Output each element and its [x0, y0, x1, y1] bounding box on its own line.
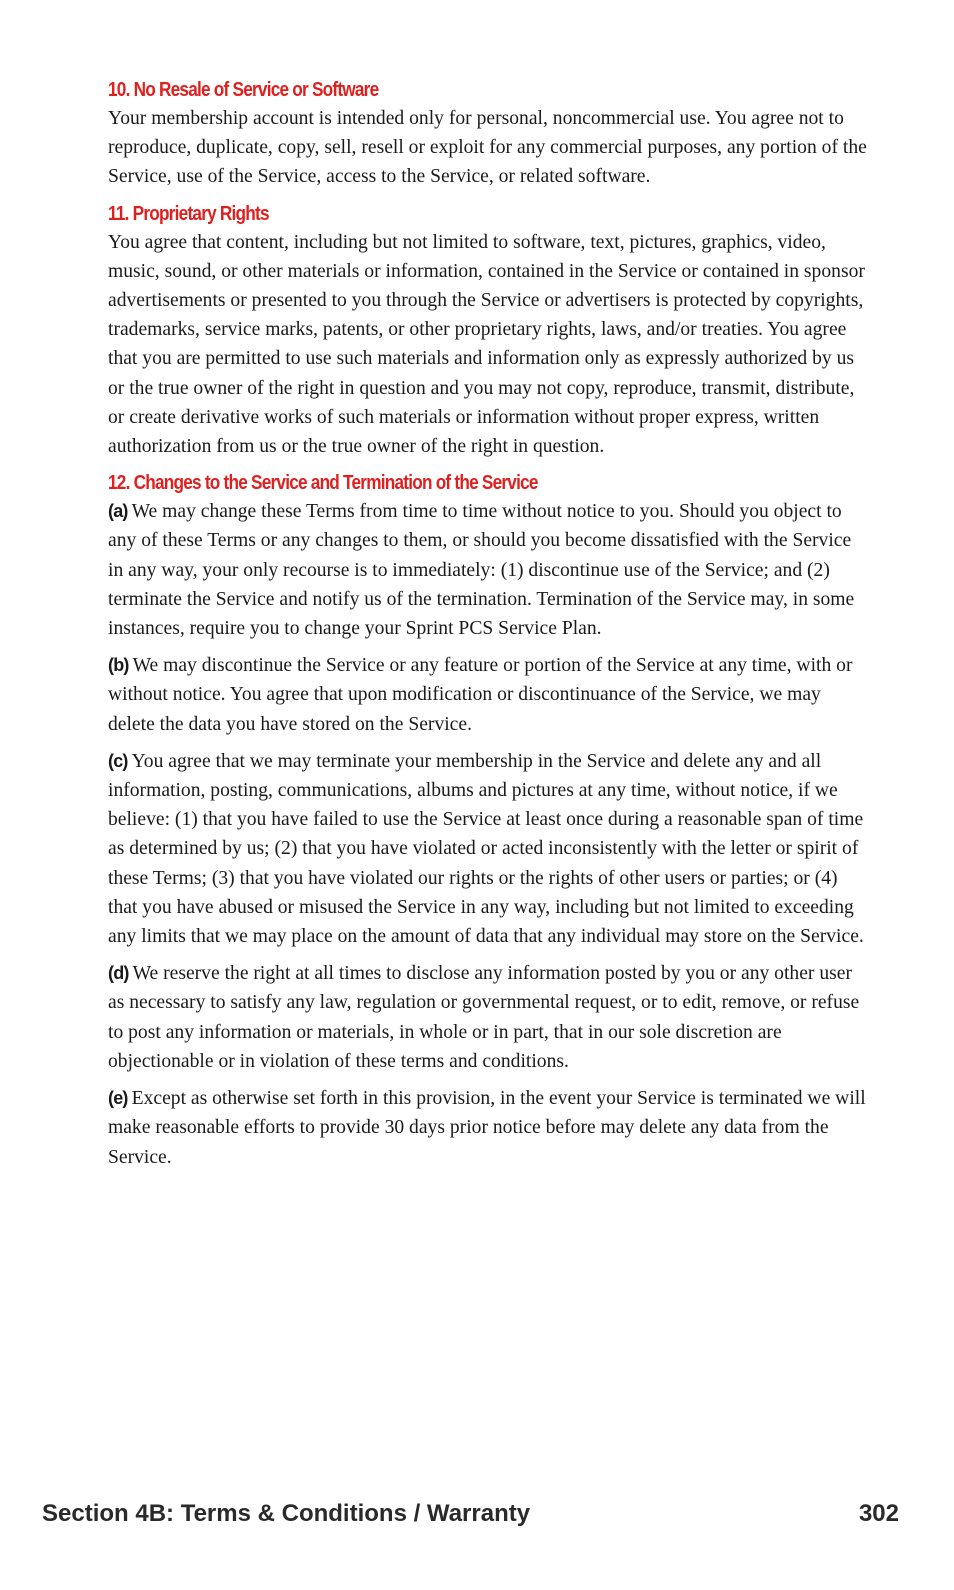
section-heading: 11. Proprietary Rights — [108, 202, 269, 225]
clause-b — [108, 651, 868, 739]
clause-d — [108, 959, 868, 1076]
section-changes-termination — [108, 469, 868, 1171]
section-proprietary-rights — [108, 200, 868, 462]
page-number: 302 — [858, 1500, 899, 1527]
section-heading: 10. No Resale of Service or Software — [108, 79, 379, 101]
clause-text: We may change these Terms from time to time without notice to you. Should you object to any of these Terms or any changes to them, or should you become dissatisfied with the Service in any way, your only recourse is to immediately: (1) discontinue use of the Service; and (2) terminate the Service and notify us of the termination. Termination of the Service may, in some instances, require you to change your Sprint PCS Service Plan. — [108, 501, 855, 640]
clause-text: Except as otherwise set forth in this provision, in the event your Service is terminated we will make reasonable efforts to provide 30 days prior notice before may delete any data from the Service. — [108, 1088, 866, 1168]
page-footer — [42, 1500, 899, 1528]
section-paragraph: You agree that content, including but not limited to software, text, pictures, graphics, video, music, sound, or other materials or information, contained in the Service or contained in sponsor advertisements or presented to you through the Service or advertisers is protected by copyrights, trademarks, service marks, patents, or other proprietary rights, laws, and/or treaties. You agree that you are permitted to use such materials and information only as expressly authorized by us or the true owner of the right in question and you may not copy, reproduce, transmit, distribute, or create derivative works of such materials or information without proper express, written authorization from us or the true owner of the right in question. — [108, 231, 865, 458]
section-paragraph: Your membership account is intended only for personal, noncommercial use. You agree not to reproduce, duplicate, copy, sell, resell or exploit for any commercial purposes, any portion of the Service, use of the Service, access to the Service, or related software. — [108, 108, 867, 188]
clause-a — [108, 497, 868, 643]
clause-text: We may discontinue the Service or any feature or portion of the Service at any time, with or without notice. You agree that upon modification or discontinuance of the Service, we may delete the data you have stored on the Service. — [108, 655, 853, 735]
clause-label: (e) — [108, 1088, 128, 1109]
footer-section-title: Section 4B: Terms & Conditions / Warranty — [42, 1500, 531, 1527]
clause-label: (d) — [108, 963, 129, 984]
clause-label: (c) — [108, 750, 128, 771]
clause-label: (a) — [108, 501, 128, 522]
clause-c — [108, 747, 868, 951]
clause-text: You agree that we may terminate your membership in the Service and delete any and all information, posting, communications, albums and pictures at any time, without notice, if we believe: (1) that you have failed to use the Service at least once during a reasonable span of time as determined by us; (2) that you have violated or acted inconsistently with the letter or spirit of these Terms; (3) that you have violated our rights or the rights of other users or parties; or (4) that you have abused or misused the Service in any way, including but not limited to exceeding any limits that we may place on the amount of data that any individual may store on the Service. — [108, 750, 864, 948]
document-body — [108, 76, 868, 1180]
clause-label: (b) — [108, 655, 129, 676]
section-no-resale — [108, 76, 868, 192]
clause-text: We reserve the right at all times to disclose any information posted by you or any other user as necessary to satisfy any law, regulation or governmental request, or to edit, remove, or refuse to post any information or materials, in whole or in part, that in our sole discretion are objectionable or in violation of these terms and conditions. — [108, 963, 860, 1072]
section-heading: 12. Changes to the Service and Termination of the Service — [108, 472, 538, 495]
clause-e — [108, 1084, 868, 1172]
